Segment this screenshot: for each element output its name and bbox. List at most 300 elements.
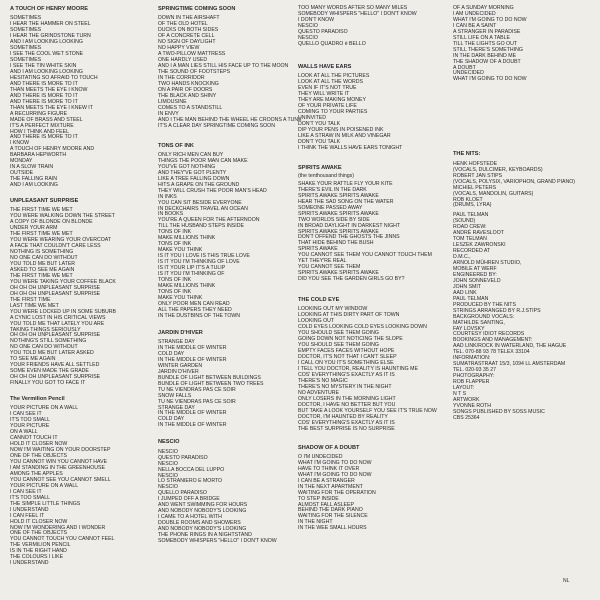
lyric-line: NOTHING'S STILL SOMETHING	[10, 338, 87, 345]
lyric-line: COS' EVERYTHING'S EXACTLY AS IT IS	[298, 371, 395, 378]
lyric-line: THE FIRST TIME WE MET	[10, 207, 73, 214]
lyric-line: BOOKINGS AND MANAGEMENT:	[453, 337, 533, 344]
lyric-line: MAKE MILLIONS THINK	[158, 235, 216, 242]
lyric-line: ASKED TO SEE ME AGAIN	[10, 266, 75, 273]
lyric-line: (VOCALS, POLYSIX, VARIOPHON, GRAND PIANO)	[453, 178, 576, 185]
lyric-line: THE PHONE RINGS IN A NIGHTSTAND	[158, 532, 252, 539]
lyric-line: TILL THE HUSBAND STEPS INSIDE	[158, 223, 244, 230]
lyric-line: IN THE DUSTBINS OF THE TOWN	[158, 312, 241, 319]
lyric-line: TEL. 070-88 93 78 TELEX 33104	[453, 349, 530, 356]
lyric-line: SPIRITS AWAKE SPIRITS AWAKE	[298, 270, 379, 277]
lyric-line: WAITING FOR THE SILENCE	[298, 513, 368, 520]
lyric-line: AND I AM LOOKING LOOKING	[10, 68, 83, 75]
lyric-line: DOWN IN THE AIRSHAFT	[158, 15, 220, 22]
lyric-line: DOCTOR, I HAVE NO BETTER BUT YOU	[298, 401, 396, 408]
lyric-line: TOO MANY WORDS AFTER SO MANY MILES	[298, 5, 408, 11]
lyric-line: THE SOUND OF FOOTSTEPS	[158, 68, 231, 75]
lyric-line: PAUL TELMAN	[453, 295, 489, 302]
lyric-line: THE COLOURS I LIKE	[10, 554, 64, 561]
lyric-line: BUNDLE OF LIGHT BETWEEN TWO TREES	[158, 380, 264, 387]
lyric-line: NO ONE CAN DO WITHOUT	[10, 255, 78, 262]
song-section	[453, 151, 598, 421]
lyric-line: GOING DOWN NOT NOTICING THE SLOPE	[298, 336, 403, 343]
lyric-line: I UNDERSTAND	[10, 506, 49, 513]
lyric-line: I CAN SEE IT	[10, 411, 42, 418]
lyric-line: NESCIO	[158, 448, 178, 455]
lyric-line: I CALL ON YOU IT'S SOMETHING ELSE	[298, 360, 394, 367]
lyric-line: WINTER GARDEN	[158, 362, 203, 369]
lyric-line: YOU CANNOT SEE YOU CANNOT SMELL	[10, 476, 111, 483]
lyric-line: DIP YOUR PENS IN POISENED INK	[298, 126, 384, 133]
song-title: SPIRITS AWAKE	[298, 165, 342, 172]
lyric-line: I CAN SEE IT	[10, 488, 42, 495]
lyric-line: THE VERMILION PENCIL	[10, 542, 71, 549]
lyric-line: MAKE MILLIONS THINK	[158, 282, 216, 289]
lyric-line: SOMEONE PASSED AWAY	[298, 204, 363, 211]
lyric-line: ONE HARDLY USED	[158, 57, 208, 64]
song-section	[10, 396, 152, 567]
lyric-line: STILL LIFE ON A TABLE	[453, 34, 510, 41]
lyric-line: THINGS THE POOR MAN CAN MAKE	[158, 157, 248, 164]
lyric-line: TO STEP INSIDE	[298, 495, 339, 502]
lyric-line: YOU'VE GOT NOTHING	[158, 163, 216, 170]
lyric-line: STRANGE DAY	[158, 404, 195, 411]
lyric-line: OUTSIDE	[10, 170, 34, 177]
lyric-line: QUESTO PARADISO	[298, 28, 348, 35]
lyric-line: FINALLY YOU GOT TO FACE IT	[10, 380, 86, 387]
lyric-line: OH OH OH UNPLEASANT SURPRISE	[10, 290, 101, 297]
lyric-line: I THINK THE WALLS HAVE EARS TONIGHT	[298, 144, 403, 151]
lyric-line: STILL THERE'S SOMETHING	[453, 46, 523, 53]
lyric-line: I SEE THE COOL WET STONE	[10, 51, 84, 58]
lyric-line: JARDIN D'HIVER	[158, 368, 199, 375]
lyric-line: AND NOBODY NOBODY'S LOOKING	[158, 508, 247, 515]
lyric-line: THEY WILL WRITE IT	[298, 90, 350, 97]
lyric-line: AND I AM LOOKING	[10, 182, 58, 189]
song-section	[298, 6, 448, 48]
lyric-line: THE SHADOW OF A DOUBT	[453, 58, 521, 65]
lyric-line: OH OH OH UNPLEASANT SURPRISE	[10, 284, 101, 291]
lyric-line: MOBILE AT WERF	[453, 266, 497, 272]
lyric-line: YOU SHOULD SEE THEM GOING	[298, 330, 379, 337]
lyric-line: ROB FLAPPER	[453, 379, 490, 386]
song-title: WALLS HAVE EARS	[298, 63, 352, 70]
lyric-line: SPIRITS AWAKE SPIRITS AWAKE	[298, 192, 379, 199]
lyric-line: IN THE MIDDLE OF WINTER	[158, 344, 227, 351]
lyric-line: AAD LINK/ROCK IN WATERLAND, THE HAGUE	[453, 343, 567, 350]
lyric-line: IN THE NIGHT	[298, 519, 333, 526]
lyric-line: HOW I THINK AND FEEL	[10, 128, 69, 135]
lyric-line: A RECURRING FIGURE	[10, 110, 68, 117]
lyric-line: AND THERE IS MORE TO IT	[10, 92, 78, 99]
lyric-line: ROBERT JAN STIPS	[453, 172, 503, 179]
lyric-line: SPIRITS AWAKE	[298, 246, 338, 253]
lyric-line: THERE'S EVIL IN THE DARK	[298, 186, 367, 193]
lyric-line: ONLY RICH MEN CAN BUY	[158, 151, 224, 158]
lyric-line: MONDAY	[10, 158, 33, 165]
lyric-line: YOU CAN SIT BESIDE EVERYONE	[158, 199, 242, 206]
lyric-line: A CYNIC LOST IN HIS CRITICAL VIEWS	[10, 314, 106, 321]
lyric-line: ALMOST FALL ASLEEP	[298, 501, 354, 508]
lyric-line: COLD DAY	[158, 416, 185, 423]
lyric-line: ONE OF THE OBJECTS	[10, 453, 67, 460]
song-section	[298, 445, 448, 533]
lyric-line: N T S	[453, 391, 467, 398]
lyric-line: THAN MEETS THE EYE I KNEW IT	[10, 104, 93, 111]
lyric-line: IS IT YOU I LOVE IS THIS TRUE LOVE	[158, 253, 250, 260]
lyric-line: AND THERE IS MORE TO IT	[10, 134, 78, 141]
lyric-line: LOOKING OUT	[298, 318, 335, 325]
song-title: JARDIN D'HIVER	[158, 329, 203, 336]
column-3	[298, 6, 448, 541]
lyric-line: ROB KLOET	[453, 196, 483, 203]
lyric-line: THE FALLING RAIN	[10, 176, 57, 183]
lyric-line: AND I THE MAN BEHIND THE WHEEL HE CROONS A TUNE	[158, 116, 302, 123]
lyric-line: IT'S A PERFECT MIXTURE	[10, 122, 74, 129]
lyric-line: SUMATRASTRAAT 15/3, 1094 LL AMSTERDAM	[453, 361, 566, 368]
lyric-line: OH OH OH UNPLEASANT SURPRISE	[10, 374, 101, 381]
lyric-line: AAD LINK	[453, 289, 477, 296]
lyric-line: I AM UNDECIDED	[453, 10, 496, 17]
lyric-line: THE FIRST TIME WE MET	[10, 272, 73, 279]
lyric-line: EMPTY FACES FACES WITHOUT HOPE	[298, 348, 395, 355]
lyric-line: SOME EVEN MADE THE GRADE	[10, 368, 89, 375]
lyric-line: YOU TOLD ME BUT LATER ASKED	[10, 350, 94, 357]
lyric-line: DOCTOR, IT'S NOT THAT I CAN'T SLEEP	[298, 354, 397, 361]
lyric-line: LOOK AT ALL THE WORDS	[298, 79, 363, 86]
lyric-line: WAITING FOR THE OPERATION	[298, 489, 376, 496]
lyric-line: YOUR FRIENDS HAVE ALL SETTLED	[10, 362, 100, 369]
lyric-line: TO SEE ME AGAIN	[10, 356, 56, 363]
lyric-line: OF A SUNDAY MORNING	[453, 5, 514, 11]
song-title: THE COLD EYE	[298, 297, 340, 304]
lyric-line: SONGS PUBLISHED BY SOSS MUSIC	[453, 408, 545, 415]
lyric-line: IS IN THE RIGHT HAND	[10, 548, 67, 555]
lyric-line: TU NE VIENDRAS PAS CE SOIR	[158, 398, 236, 405]
lyric-line: LOOKING AT THIS DIRTY PART OF TOWN	[298, 312, 400, 319]
lyric-line: YOU TOLD ME THAT LATELY YOU ARE	[10, 320, 105, 327]
lyric-line: OF YOUR PRIVATE LIFE	[298, 102, 357, 109]
lyric-line: O I'M UNDECIDED	[298, 453, 343, 460]
song-section	[10, 198, 152, 387]
lyric-line: YOU CANNOT WIN YOU CANNOT HAVE	[10, 459, 108, 466]
song-subtitle: (the tenthousand things)	[298, 172, 354, 179]
lyric-line: SPIRITS AWAKE SPIRITS AWAKE	[298, 210, 379, 217]
lyric-line: (SOUND)	[453, 218, 476, 225]
lyric-line: YOU CANNOT TOUCH YOU CANNOT FEEL	[10, 536, 115, 543]
lyric-line: BUNDLE OF LIGHT BETWEEN BUILDINGS	[158, 374, 261, 381]
lyric-line: SPIRITS AWAKE SPIRITS AWAKE	[298, 228, 379, 235]
lyric-line: YOU WERE LOCKED UP IN SOME SUBURB	[10, 308, 116, 315]
song-section	[298, 64, 448, 152]
lyric-line: NOW I'M WONDERING AND I WONDER	[10, 524, 106, 531]
lyric-line: HESITATING SO AFRAID TO TOUCH	[10, 74, 98, 81]
lyric-line: EVEN IF IT'S NOT TRUE	[298, 84, 357, 91]
lyric-line: IN BOOKS	[158, 211, 184, 218]
lyric-line: A DOUBT	[453, 64, 476, 71]
lyric-line: I DON'T KNOW	[298, 16, 335, 23]
lyric-line: TWO WORLDS SIDE BY SIDE	[298, 216, 370, 223]
lyric-line: ONLY POOR MEN CAN READ	[158, 300, 230, 307]
lyric-line: NESCIO	[158, 484, 178, 491]
lyric-line: YOU WERE WEARING YOUR OVERCOAT	[10, 237, 111, 244]
lyric-line: HOLD IT CLOSER NOW	[10, 518, 68, 525]
lyric-line: IT'S TOO SMALL	[10, 417, 51, 424]
lyric-line: YOUR PICTURE ON A WALL	[10, 482, 79, 489]
lyric-line: TONS OF INK	[158, 229, 192, 236]
lyric-line: I CAN BE A STRANGER	[298, 477, 355, 484]
lyric-line: SOMETIMES	[10, 15, 42, 22]
lyric-line: A STRANGER IN PARADISE	[453, 28, 521, 35]
lyric-line: I JUMPED OFF A BRIDGE	[158, 496, 220, 503]
lyric-line: TONS OF INK	[158, 276, 192, 283]
lyric-line: TWO HANDS KNOCKING	[158, 80, 219, 87]
lyric-line: NO SIGN OF DAYLIGHT	[158, 39, 216, 46]
lyric-line: I CAME TO A HOTEL WITH	[158, 514, 222, 521]
song-title: SPRINGTIME COMING SOON	[158, 6, 236, 12]
lyric-line: ON A PAIR OF DOORS	[158, 86, 213, 93]
lyric-line: NOW I'M WAITING ON YOUR DOORSTEP	[10, 447, 111, 454]
lyric-line: THE BLACK AND SHINY	[158, 92, 217, 99]
lyric-line: LIKE A TREE FALLING DOWN	[158, 175, 230, 182]
lyric-line: ROAD CREW:	[453, 224, 487, 231]
column-4	[453, 6, 598, 431]
lyric-line: HITS A GRAPE ON THE GROUND	[158, 181, 240, 188]
lyric-line: TU NE VIENDRAS PAS CE SOIR	[158, 386, 236, 393]
lyric-line: HEAR THE SAD SONG ON THE WATER	[298, 198, 394, 205]
lyric-line: IN ENVY	[158, 110, 179, 117]
lyric-line: SHAKE YOUR RATTLE FLY YOUR KITE	[298, 180, 393, 187]
lyric-line: I AM STANDING IN THE GREENHOUSE	[10, 464, 105, 471]
lyric-line: YVONNE ROTH	[453, 402, 492, 409]
lyric-line: WHAT I'M GOING TO DO NOW	[453, 76, 527, 83]
lyric-line: YOU TOLD ME BUT LATER	[10, 261, 76, 268]
lyric-line: UNDECIDED	[453, 70, 484, 77]
song-title: NESCIO	[158, 439, 180, 446]
lyric-line: NESCIO	[158, 460, 178, 467]
lyric-line: PRODUCED BY THE NITS	[453, 301, 516, 308]
lyric-line: UNDER YOUR ARM	[10, 225, 58, 232]
lyric-line: IN INKS	[158, 193, 177, 200]
lyric-line: MICHIEL PETERS	[453, 184, 497, 191]
lyric-line: MAKE YOU THINK	[158, 247, 203, 254]
lyric-line: I KNOW	[10, 140, 30, 147]
song-section	[298, 297, 448, 432]
lyric-line: MADE OF BRASS AND STEEL	[10, 116, 83, 123]
lyric-line: DID YOU SEE THE GARDEN GIRLS GO BY?	[298, 276, 405, 283]
lyric-line: THERE'S NO MYSTERY IN THE NIGHT	[298, 383, 392, 390]
lyric-line: TOM TELMAN	[453, 236, 487, 243]
lyric-line: IN THE NEXT APARTMENT	[298, 483, 363, 490]
lyric-line: IT'S A CLEAR DAY SPRINGTIME COMING SOON	[158, 122, 275, 129]
lyric-line: SOMEBODY WHISPERS "HELLO" I DON'T KNOW	[158, 538, 277, 545]
lyric-line: SOMEBODY WHISPERS "HELLO" I DON'T KNOW	[298, 10, 417, 17]
song-title: A TOUCH OF HENRY MOORE	[10, 6, 89, 12]
lyric-line: QUELLO QUADRO è BELLO	[298, 40, 366, 47]
lyric-line: DON'T OFFEND THE GHOSTS THE JINNS	[298, 234, 400, 241]
lyric-line: YOU CANNOT SEE THEM YOU CANNOT TOUCH THEM	[298, 252, 432, 259]
song-title: UNPLEASANT SURPRISE	[10, 198, 79, 205]
lyric-line: CANNOT TOUCH IT	[10, 435, 58, 442]
lyric-line: SNOW FALLS	[158, 392, 192, 399]
lyric-line: LIKE A STRAW IN MILK AND VINEGAR	[298, 132, 391, 139]
lyric-line: AND I A MAN LIES STILL HIS FACE UP TO THE MOON	[158, 63, 289, 70]
lyric-line: COS' EVERYTHING'S EXACTLY AS IT IS	[298, 419, 395, 426]
lyric-line: WHAT I'M GOING TO DO NOW	[453, 16, 527, 23]
lyric-line: NO HAPPY VIEW	[158, 45, 200, 52]
lyric-line: MATHILDE SANTING,	[453, 319, 505, 326]
song-title: TONS OF INK	[158, 142, 194, 149]
lyric-line: I CAN FEEL IT	[10, 512, 45, 519]
lyric-line: I TELL YOU DOCTOR, REALITY IS HAUNTING ME	[298, 366, 418, 373]
lyric-line: DON'T YOU TALK	[298, 138, 341, 145]
lyric-line: PHOTOGRAPHY:	[453, 373, 495, 380]
lyric-line: AND THEY'VE GOT PLENTY	[158, 169, 227, 176]
lyric-line: IN THE WEE SMALL HOURS	[298, 525, 367, 532]
lyric-line: THEY ARE MAKING MONEY	[298, 96, 366, 103]
lyric-line: TONS OF INK	[158, 288, 192, 295]
lyric-line: THE SIMPLE LITTLE THINGS	[10, 500, 81, 507]
lyric-line: ALL THE PAPERS THEY NEED	[158, 306, 232, 313]
lyric-line: LESZEK ZAWRONSKI	[453, 242, 506, 249]
lyric-line: (DRUMS, LYRA)	[453, 202, 492, 209]
lyric-line: (VOCALS, MANDOLIN, GUITARS)	[453, 190, 534, 197]
lyric-line: I HEAR THE HAMMER ON STEEL	[10, 21, 91, 28]
lyric-line: OF A CONCRETE CELL	[158, 33, 215, 40]
lyric-line: AND NOBODY NOBODY'S LOOKING	[158, 526, 247, 533]
lyric-line: ARTWORK	[453, 396, 480, 403]
lyric-line: AMONG THE APPLES	[10, 470, 63, 477]
lyric-line: WHAT I'M GOING TO DO NOW	[298, 459, 372, 466]
lyric-line: IN THE DARK BEHIND ME	[453, 52, 517, 59]
lyric-line: PAUL TELMAN	[453, 212, 489, 219]
lyric-line: HOLD IT CLOSER NOW	[10, 441, 68, 448]
song-section	[158, 439, 300, 545]
lyric-line: ARNOLD MÜHREN STUDIO,	[453, 260, 522, 267]
lyric-line: THE FIRST TIME	[10, 296, 51, 303]
lyric-line: MAKE YOU THINK	[158, 294, 203, 301]
song-section	[10, 6, 152, 189]
lyric-line: LOOK AT ALL THE PICTURES	[298, 73, 370, 80]
lyric-line: NELLA BOCCA DEL LUPPO	[158, 466, 225, 473]
lyric-line: DOCTOR, I'M HAUNTED BY REALITY	[298, 413, 388, 420]
lyric-line: NOTHING IS SOMETHING	[10, 249, 74, 256]
lyric-line: HAVE TO THINK IT OVER	[298, 465, 360, 472]
lyric-line: TONS OF INK	[158, 241, 192, 248]
song-title: SHADOW OF A DOUBT	[298, 444, 360, 451]
lyric-line: AND I AM LOOKING LOOKING	[10, 39, 83, 46]
lyric-line: TEL. 020-93 35 27	[453, 367, 496, 374]
lyric-line: AND THERE IS MORE TO IT	[10, 98, 78, 105]
lyric-line: OH OH OH UNPLEASANT SURPRISE	[10, 332, 101, 339]
lyric-line: YOU WERE WALKING DOWN THE STREET	[10, 213, 115, 220]
lyric-line: JOHN SONNEVELD	[453, 277, 501, 284]
lyric-line: IN A SLOW TRAIN	[10, 164, 54, 171]
lyric-line: NESCIO	[298, 34, 318, 41]
lyric-line: ONE OF THE OBJECTS	[10, 530, 67, 537]
lyric-line: QUESTO PARADISO	[158, 454, 208, 461]
lyric-line: TAKING THINGS SERIOUSLY	[10, 326, 81, 333]
lyric-line: DUCKS ON BOTH SIDES	[158, 27, 219, 34]
lyric-line: YOU CANNOT SEE THEM	[298, 264, 361, 271]
song-section	[158, 6, 300, 130]
lyric-line: BACKGROUND VOCALS:	[453, 313, 515, 320]
lyric-line: BEHIND THE DARK PIANO	[298, 507, 363, 514]
lyric-line: ENGINEERED BY:	[453, 271, 497, 278]
lyric-line: NESCIO	[298, 22, 318, 29]
lyric-line: NO ONE CAN DO WITHOUT	[10, 344, 78, 351]
lyric-line: I UNDERSTAND	[10, 560, 49, 567]
column-1	[10, 6, 152, 576]
lyric-line: AND WENT SWIMMING FOR HOURS	[158, 502, 248, 509]
lyric-line: IN DECKCHAIRS TRAVEL AN OCEAN	[158, 205, 248, 212]
lyric-line: IN BROAD DAYLIGHT IN DARKEST NIGHT	[298, 222, 401, 229]
lyric-line: SOMETIMES	[10, 57, 42, 64]
footer-mark: NL	[563, 578, 570, 584]
lyric-line: STRINGS ARRANGED BY R.J.STIPS	[453, 307, 541, 314]
lyric-line: AND THERE IS MORE TO IT	[10, 80, 78, 87]
lyric-line: RECORDED AT	[453, 248, 491, 255]
lyric-line: IN THE MIDDLE OF WINTER	[158, 422, 227, 429]
lyric-line: HENK HOFSTEDE	[453, 160, 498, 167]
lyric-line: LAST TIME WE MET	[10, 302, 59, 309]
lyric-line: TILL THE LIGHTS GO OUT	[453, 40, 517, 47]
lyric-line: DON'T YOU TALK	[298, 120, 341, 127]
lyric-line: IS IT YOU I'M THINKING OF	[158, 270, 225, 277]
lyric-line: THERE'S NO MAGIC	[298, 377, 348, 384]
lyric-line: COURTESY IDIOT RECORDS	[453, 331, 525, 338]
lyric-line: SOMETIMES	[10, 27, 42, 34]
song-section	[453, 6, 598, 83]
lyric-line: A FACE THAT COULDN'T CARE LESS	[10, 243, 101, 250]
lyric-line: IN THE MIDDLE OF WINTER	[158, 410, 227, 417]
lyric-line: I HEAR THE GRINDSTONE TURN	[10, 33, 91, 40]
lyric-line: THEY WILL CRUSH THE POOR MAN'S HEAD	[158, 187, 267, 194]
lyric-line: ONLY LOSERS IN THE MORNING LIGHT	[298, 395, 396, 402]
lyric-line: QUELLO PARADISO	[158, 490, 207, 497]
lyric-line: LO STRANIERO E MORTO	[158, 478, 223, 485]
lyric-line: LAYOUT:	[453, 385, 475, 392]
lyric-line: YET THEY'RE REAL	[298, 258, 347, 265]
column-2	[158, 6, 300, 554]
lyric-line: YOUR PICTURE	[10, 423, 50, 430]
lyric-line: ON A WALL	[10, 429, 38, 436]
lyric-line: LIMOUSINE	[158, 98, 187, 105]
lyric-line: YOU SHOULD SEE THEM GOING	[298, 342, 379, 349]
lyric-line: STRANGE DAY	[158, 339, 195, 346]
lyric-line: A TOUCH OF HENRY MOORE AND	[10, 146, 95, 153]
lyric-line: LOOKING OUT MY WINDOW	[298, 306, 368, 313]
lyric-line: CBS 25364	[453, 414, 480, 421]
lyric-line: IN THE MIDDLE OF WINTER	[158, 356, 227, 363]
lyric-line: YOU WERE TAKING YOUR COFFEE BLACK	[10, 278, 116, 285]
song-section	[158, 330, 300, 430]
song-title: THE NITS:	[453, 151, 481, 158]
lyric-line: IS IT YOU I'M THINKING OF LOVE	[158, 259, 240, 266]
lyric-line: IS IT YOUR LIP IT'S A TULIP	[158, 265, 226, 272]
lyric-line: DOUBLE ROOMS AND SHOWERS	[158, 520, 241, 527]
lyric-line: SOMETIMES	[10, 45, 42, 52]
lyric-line: UNINVITED	[298, 114, 326, 121]
song-title: The Vermilion Pencil	[10, 396, 65, 403]
song-section	[298, 165, 448, 283]
lyric-line: I SEE THE TIN WHITE SKIN	[10, 63, 77, 70]
lyric-line: OF THE OLD HOTEL	[158, 21, 208, 28]
lyric-line: THE FIRST TIME WE MET	[10, 231, 73, 238]
lyric-line: BUT TAKE A LOOK YOURSELF YOU SEE IT'S TRUE NOW	[298, 407, 437, 414]
lyric-line: COMES TO A STANDSTILL	[158, 104, 223, 111]
lyric-line: THE BEST SURPRISE IS NO SURPRISE	[298, 425, 395, 432]
